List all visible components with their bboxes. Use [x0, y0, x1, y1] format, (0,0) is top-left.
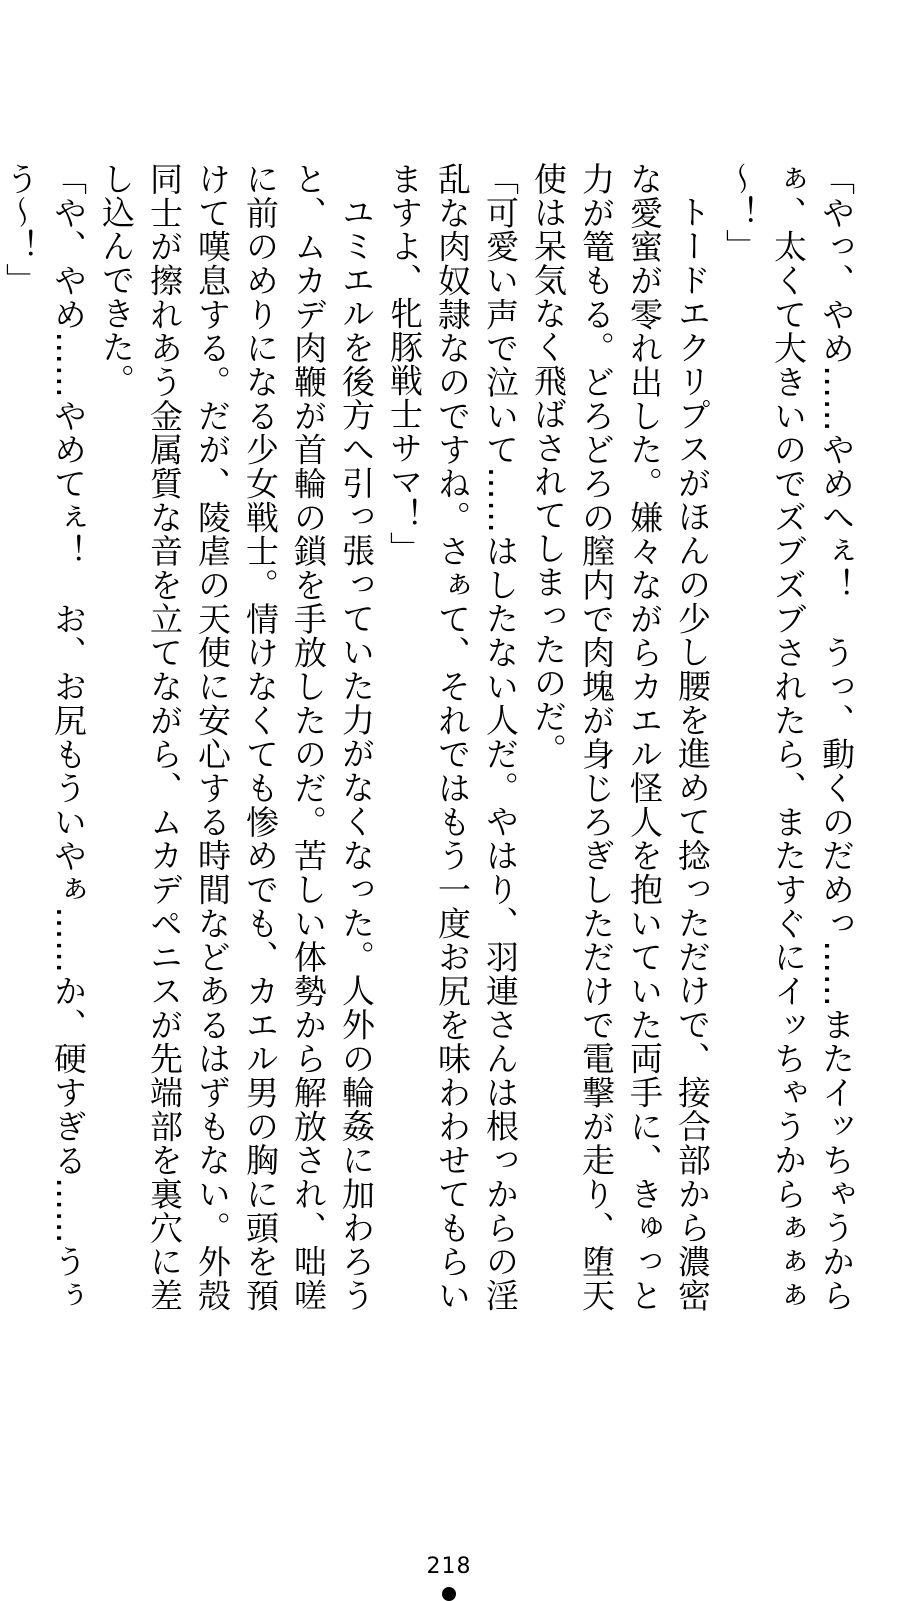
narration-paragraph-2: ユミエルを後方へ引っ張っていた力がなくなった。人外の輪姦に加わろうと、ムカデ肉鞭が首輪の鎖を手放したのだ。苦しい体勢から解放され、咄嗟に前のめりになる少女戦士。情けなくても惨めでも、カエル男の胸に頭を預けて嘆息する。だが、陵虐の天使に安心する時間などあるはずもない。外殻同士が擦れあう金属質な音を立てながら、ムカデペニスが先端部を裏穴に差し込んできた。	[97, 162, 376, 1312]
dialogue-paragraph-2: 「可愛い声で泣いて……はしたない人だ。やはり、羽連さんは根っからの淫乱な肉奴隷なのですね。さぁて、それではもう一度お尻を味わわせてもらいますよ、牝豚戦士サマ！」	[385, 162, 520, 1312]
dialogue-paragraph-1: 「やっ、やめ……やめへぇ！ うっ、動くのだめっ……またイッちゃうからぁ、太くて大きいのでズブズブされたら、またすぐにイッちゃうからぁぁぁ～！」	[721, 162, 856, 1312]
vertical-text-body	[0, 162, 860, 1312]
dialogue-paragraph-3: 「や、やめ……やめてぇ！ お、お尻もういやぁ……か、硬すぎる……うぅう～！」	[1, 162, 88, 1312]
narration-paragraph-1: トードエクリプスがほんの少し腰を進めて捻っただけで、接合部から濃密な愛蜜が零れ出した。嫌々ながらカエル怪人を抱いていた両手に、きゅっと力が篭もる。どろどろの膣内で肉塊が身じろぎしただけで電撃が走り、堕天使は呆気なく飛ばされてしまったのだ。	[529, 162, 712, 1312]
page-marker-dot-icon	[442, 1587, 456, 1601]
page-number: 218	[426, 1554, 472, 1579]
